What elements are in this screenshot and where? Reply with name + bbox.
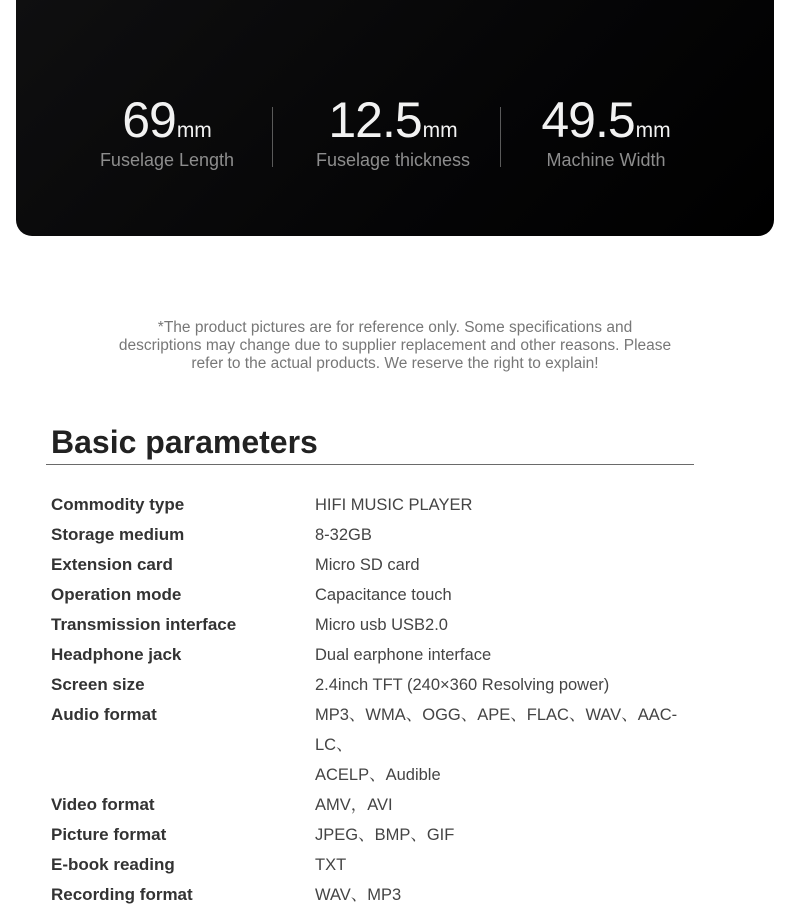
parameter-key: Transmission interface — [51, 615, 237, 634]
parameter-value: TXT — [315, 856, 347, 874]
dimension-length — [52, 92, 282, 171]
dimension-number: 12.5 — [328, 92, 422, 148]
parameter-value: Dual earphone interface — [315, 646, 492, 664]
parameter-row — [51, 490, 691, 520]
parameter-key: Operation mode — [51, 585, 182, 604]
dimension-width-value — [491, 92, 721, 148]
dimension-number: 69 — [122, 92, 176, 148]
parameter-value: Micro SD card — [315, 556, 420, 574]
dimension-divider — [272, 107, 273, 167]
dimension-unit: mm — [635, 119, 671, 142]
parameter-key: Storage medium — [51, 525, 185, 544]
parameter-value-line: ACELP、Audible — [315, 766, 441, 784]
dimension-width — [491, 92, 721, 171]
parameter-row — [51, 700, 691, 790]
parameter-key: E-book reading — [51, 855, 175, 874]
dimensions-banner — [16, 0, 774, 236]
parameter-value-line: MP3、WMA、OGG、APE、FLAC、WAV、AAC-LC、 — [315, 706, 678, 754]
dimension-thickness-value — [278, 92, 508, 148]
parameter-key: Video format — [51, 795, 155, 814]
disclaimer-note — [80, 319, 710, 373]
parameter-row — [51, 520, 691, 550]
parameter-key: Audio format — [51, 705, 157, 724]
parameter-row — [51, 550, 691, 580]
dimension-label: Fuselage thickness — [315, 150, 471, 170]
parameter-key: Commodity type — [51, 495, 185, 514]
parameter-row — [51, 610, 691, 640]
dimension-unit: mm — [422, 119, 458, 142]
parameter-value: AMV，AVI — [315, 796, 393, 814]
parameter-value: 8-32GB — [315, 526, 372, 544]
parameter-value: Capacitance touch — [315, 586, 452, 604]
parameter-value: 2.4inch TFT (240×360 Resolving power) — [315, 676, 610, 694]
parameter-row — [51, 670, 691, 700]
parameter-row — [51, 850, 691, 880]
dimension-length-value — [52, 92, 282, 148]
parameter-value: HIFI MUSIC PLAYER — [315, 496, 473, 514]
parameter-key: Picture format — [51, 825, 167, 844]
dimension-thickness — [278, 92, 508, 171]
disclaimer-line: refer to the actual products. We reserve the right to explain! — [191, 355, 599, 372]
disclaimer-line: descriptions may change due to supplier replacement and other reasons. Please — [118, 337, 672, 354]
dimension-unit: mm — [176, 119, 212, 142]
parameter-row — [51, 580, 691, 610]
parameter-row — [51, 790, 691, 820]
section-title: Basic parameters — [51, 424, 318, 460]
parameter-value — [315, 700, 691, 790]
parameter-value: JPEG、BMP、GIF — [315, 826, 455, 844]
parameter-row — [51, 820, 691, 850]
parameter-value: WAV、MP3 — [315, 886, 402, 904]
parameter-row — [51, 640, 691, 670]
parameters-table — [51, 490, 691, 910]
dimension-label: Machine Width — [546, 150, 666, 170]
parameter-key: Extension card — [51, 555, 173, 574]
dimension-number: 49.5 — [541, 92, 635, 148]
parameter-value: Micro usb USB2.0 — [315, 616, 448, 634]
disclaimer-line: *The product pictures are for reference only. Some specifications and — [157, 319, 633, 336]
parameter-key: Screen size — [51, 675, 145, 694]
section-divider — [46, 464, 694, 465]
parameter-row — [51, 880, 691, 910]
parameter-key: Recording format — [51, 885, 193, 904]
parameter-key: Headphone jack — [51, 645, 182, 664]
dimension-label: Fuselage Length — [99, 150, 235, 170]
